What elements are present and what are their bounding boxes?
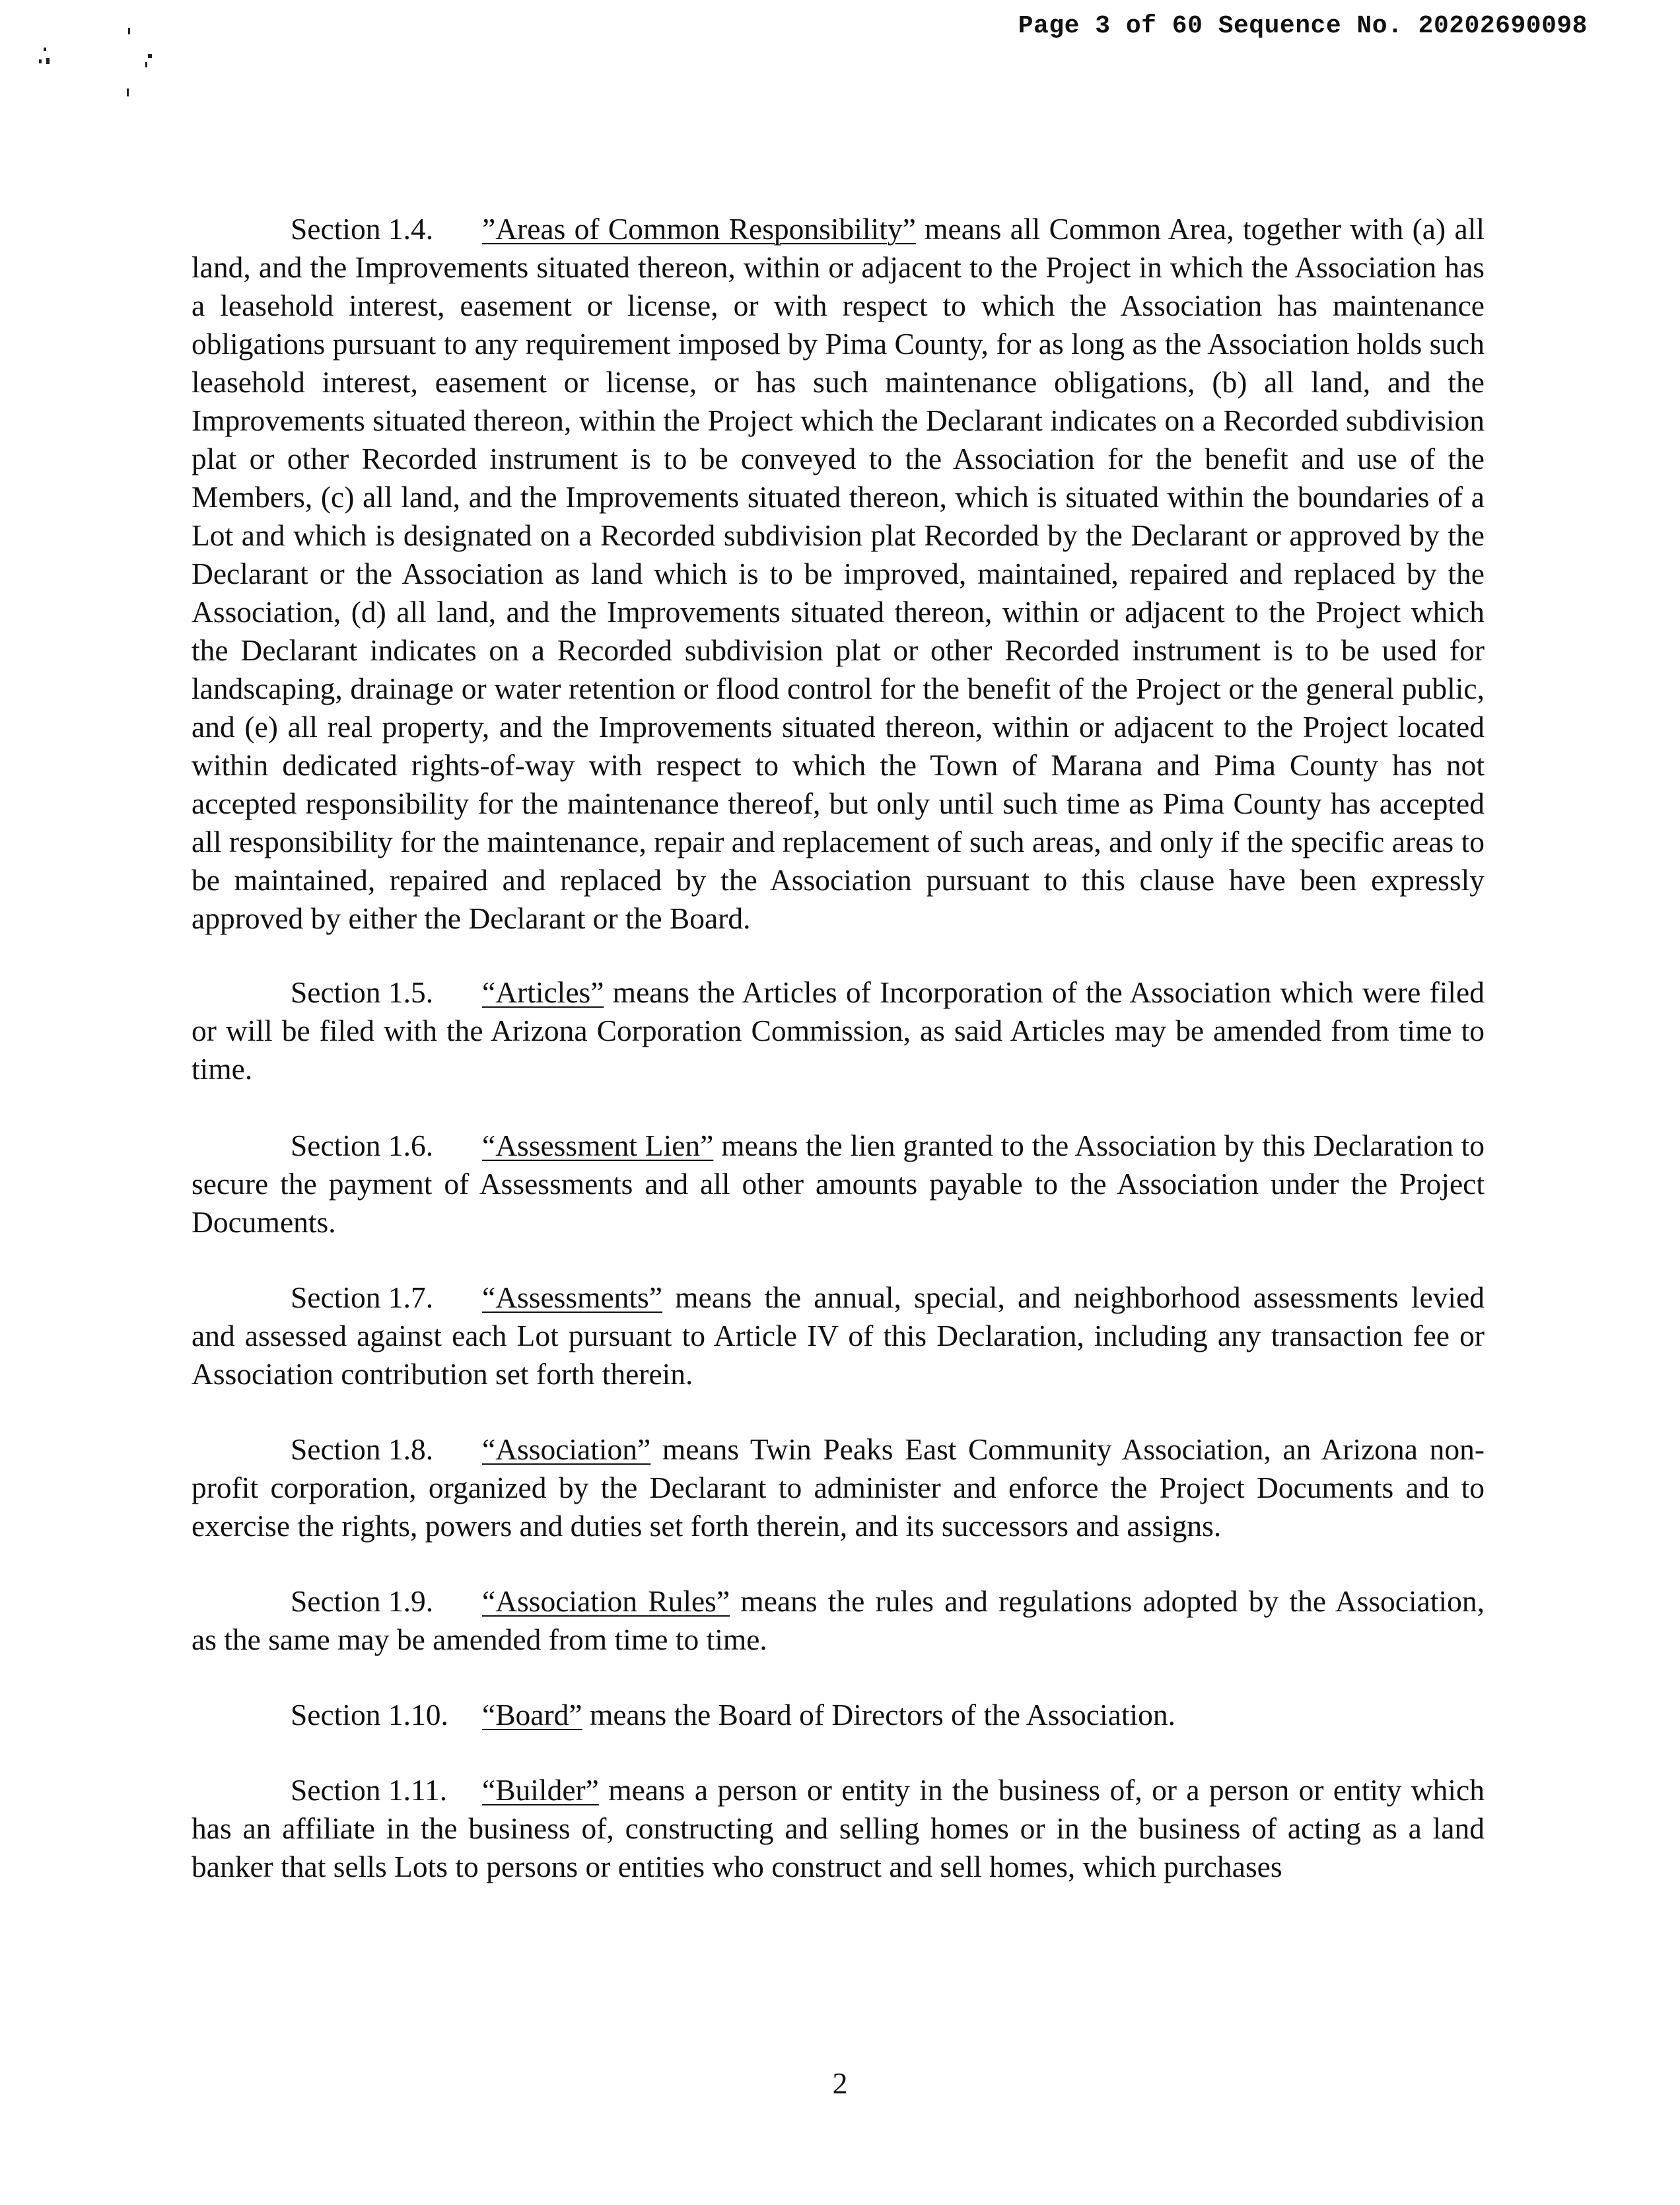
section-1-10 — [192, 1696, 1485, 1734]
section-definition: means Twin Peaks East Community Association, an Arizona non-profit corporation, organized by the Declarant to administer and enforce the Project Documents and to exercise the rights, powers and duties set forth therein, and its successors and assigns. — [192, 1432, 1485, 1543]
section-1-8 — [192, 1430, 1485, 1545]
defined-term: “Assessment Lien” — [482, 1129, 714, 1162]
section-definition: means the rules and regulations adopted by the Association, as the same may be amended from time to time. — [192, 1584, 1485, 1656]
defined-term: “Assessments” — [482, 1280, 662, 1314]
defined-term: “Builder” — [482, 1773, 599, 1807]
section-definition: means the annual, special, and neighborhood assessments levied and assessed against each Lot pursuant to Article IV of this Declaration, including any transaction fee or Association contribution set forth therein. — [192, 1280, 1485, 1391]
section-number: Section 1.8. — [291, 1432, 434, 1466]
section-number: Section 1.7. — [291, 1280, 434, 1314]
section-definition: means the lien granted to the Association by this Declaration to secure the payment of Assessments and all other amounts payable to the Association under the Project Documents. — [192, 1129, 1485, 1239]
section-number: Section 1.9. — [291, 1584, 434, 1618]
section-definition: means the Board of Directors of the Association. — [582, 1698, 1175, 1732]
defined-term: “Association” — [482, 1432, 651, 1466]
defined-term: “Articles” — [482, 975, 604, 1009]
section-1-6 — [192, 1127, 1485, 1242]
section-1-9 — [192, 1582, 1485, 1659]
section-1-4 — [192, 210, 1485, 938]
page-number: 2 — [832, 2066, 848, 2100]
section-definition: means the Articles of Incorporation of the Association which were filed or will be filed with the Arizona Corporation Commission, as said Articles may be amended from time to time. — [192, 975, 1485, 1086]
section-1-11 — [192, 1771, 1485, 1886]
section-number: Section 1.10. — [291, 1698, 448, 1732]
defined-term: “Association Rules” — [482, 1584, 730, 1618]
section-1-5 — [192, 973, 1485, 1088]
recording-stamp: Page 3 of 60 Sequence No. 20202690098 — [1018, 12, 1588, 40]
defined-term: ”Areas of Common Responsibility” — [482, 212, 916, 246]
section-1-7 — [192, 1278, 1485, 1393]
scan-artifact-marks — [26, 20, 172, 125]
section-definition: means a person or entity in the business of, or a person or entity which has an affiliate in the business of, constructing and selling homes or in the business of acting as a land banker that sells Lots to persons or entities who construct and sell homes, which purchases — [192, 1773, 1485, 1883]
section-number: Section 1.4. — [291, 212, 434, 246]
section-number: Section 1.6. — [291, 1129, 434, 1162]
defined-term: “Board” — [482, 1698, 582, 1732]
section-number: Section 1.5. — [291, 975, 434, 1009]
section-number: Section 1.11. — [291, 1773, 448, 1807]
section-definition: means all Common Area, together with (a) all land, and the Improvements situated thereon, within or adjacent to the Project in which the Association has a leasehold interest, easement or license, or with respect to which the Association has maintenance obligations pursuant to any requirement imposed by Pima County, for as long as the Association holds such leasehold interest, easement or license, or has such maintenance obligations, (b) all land, and the Improvements situated thereon, within the Project which the Declarant indicates on a Recorded subdivision plat or other Recorded instrument is to be conveyed to the Association for the benefit and use of the Members, (c) all land, and the Improvements situated thereon, which is situated within the boundaries of a Lot and which is designated on a Recorded subdivision plat Recorded by the Declarant or approved by the Declarant or the Association as land which is to be improved, maintained, repaired and replaced by the Association, (d) all land, and the Improvements situated thereon, within or adjacent to the Project which the Declarant indicates on a Recorded subdivision plat or other Recorded instrument is to be used for landscaping, drainage or water retention or flood control for the benefit of the Project or the general public, and (e) all real property, and the Improvements situated thereon, within or adjacent to the Project located within dedicated rights-of-way with respect to which the Town of Marana and Pima County has not accepted responsibility for the maintenance thereof, but only until such time as Pima County has accepted all responsibility for the maintenance, repair and replacement of such areas, and only if the specific areas to be maintained, repaired and replaced by the Association pursuant to this clause have been expressly approved by either the Declarant or the Board. — [192, 212, 1485, 935]
document-body — [192, 210, 1485, 1923]
